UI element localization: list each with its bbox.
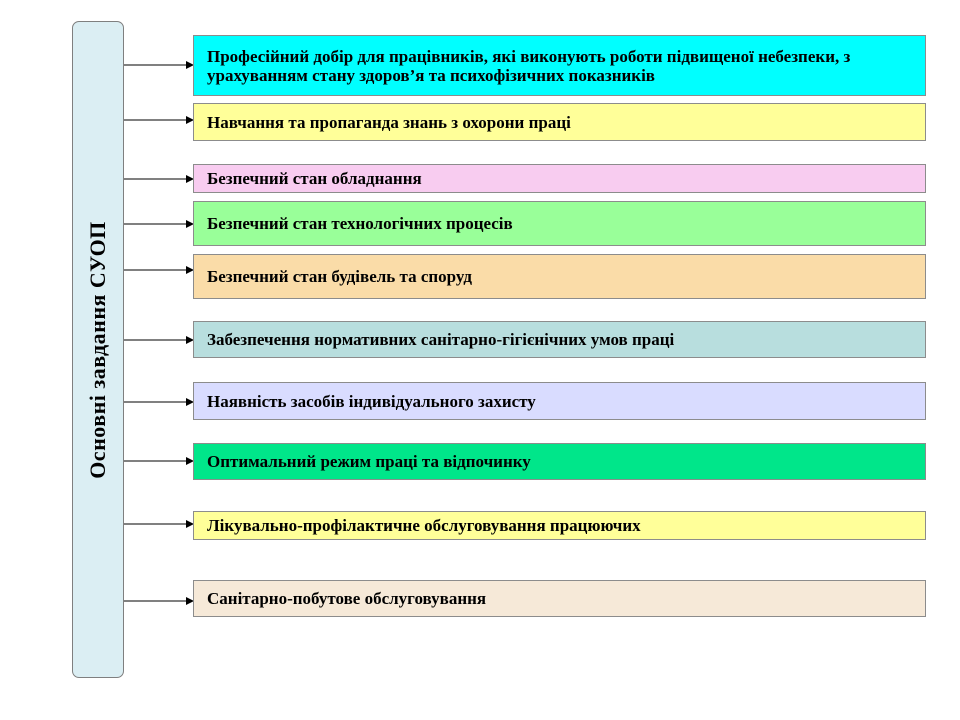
task-box-protective-equipment: [193, 382, 926, 420]
task-box-work-rest-regime: [193, 443, 926, 480]
task-label-building-safety: Безпечний стан будівель та споруд: [207, 267, 472, 286]
task-box-equipment-safety: [193, 164, 926, 193]
task-label-process-safety: Безпечний стан технологічних процесів: [207, 214, 513, 233]
task-label-protective-equipment: Наявність засобів індивідуального захисту: [207, 391, 536, 411]
task-box-training: [193, 103, 926, 141]
task-label-training: Навчання та пропаганда знань з охорони праці: [207, 112, 571, 132]
task-label-sanitary-conditions: Забезпечення нормативних санітарно-гігієнічних умов праці: [207, 330, 675, 349]
task-box-building-safety: [193, 254, 926, 299]
task-label-professional-selection: Професійний добір для працівників, які виконують роботи підвищеної небезпеки, з урахуванням стану здоров’я та психофізичних показників: [207, 46, 851, 85]
task-box-sanitary-conditions: [193, 321, 926, 358]
task-label-work-rest-regime: Оптимальний режим праці та відпочинку: [207, 452, 531, 471]
task-box-sanitary-service: [193, 580, 926, 617]
main-tasks-box: [72, 21, 124, 678]
main-tasks-label: Основні завдання СУОП: [85, 220, 110, 479]
task-label-medical-service: Лікувально-профілактичне обслуговування працюючих: [207, 516, 641, 535]
task-label-sanitary-service: Санітарно-побутове обслуговування: [207, 589, 487, 608]
task-label-equipment-safety: Безпечний стан обладнання: [207, 169, 422, 188]
task-box-process-safety: [193, 201, 926, 246]
task-box-professional-selection: [193, 35, 926, 96]
task-box-medical-service: [193, 511, 926, 540]
